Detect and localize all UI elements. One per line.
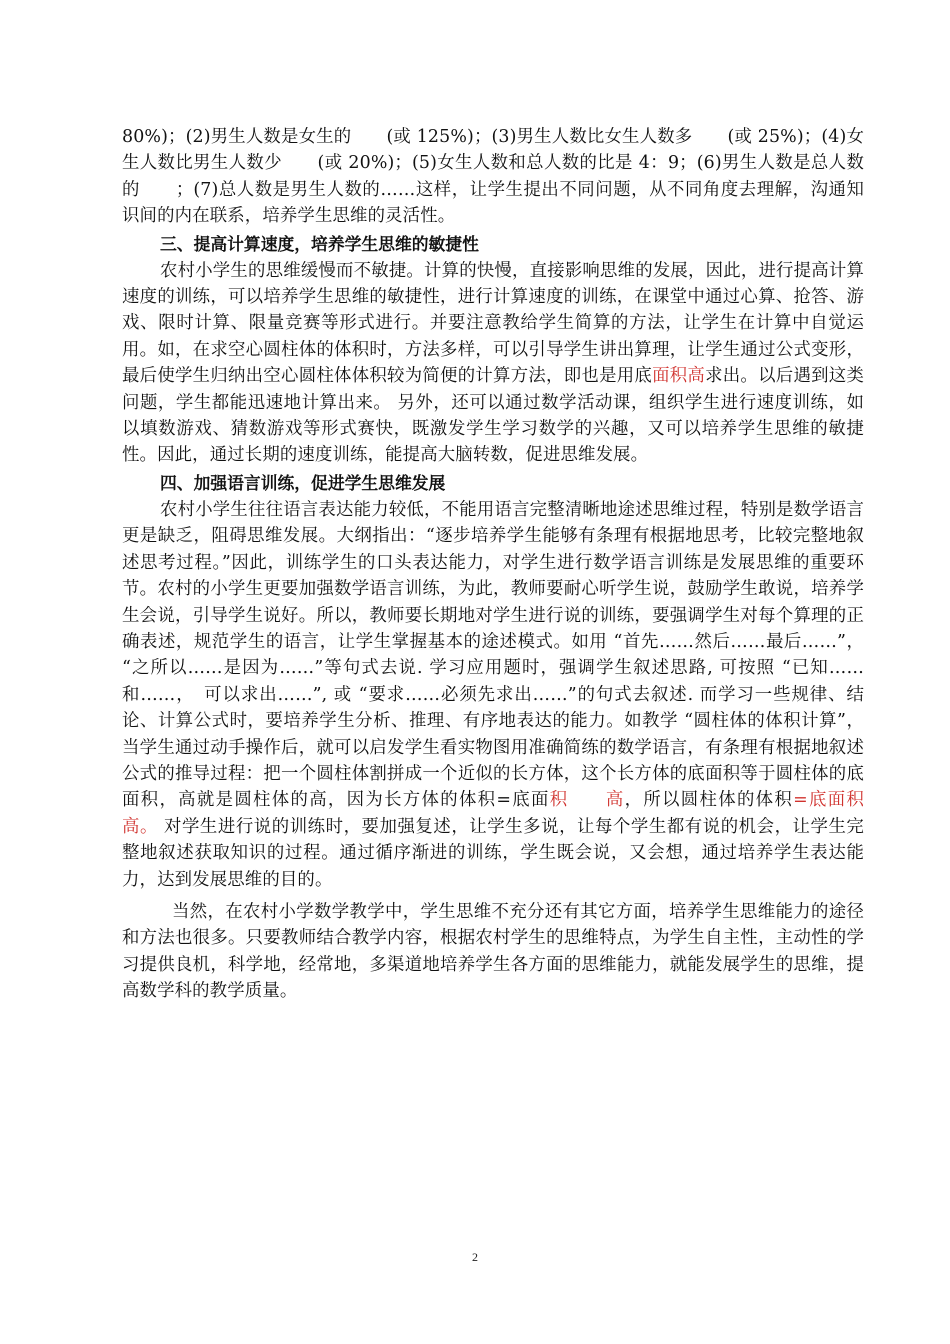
paragraph-text: ，所以圆柱体的体积 bbox=[624, 790, 794, 811]
paragraph-language-training bbox=[122, 497, 900, 893]
section-heading-3: 三、提高计算速度，培养学生思维的敏捷性 bbox=[160, 233, 479, 254]
paragraph-text: 农村小学生的思维缓慢而不敏捷。计算的快慢，直接影响思维的发展，因此，进行提高计算速度的训练，可以培养学生思维的敏捷性，进行计算速度的训练，在课堂中通过心算、抢答、游戏、限时计算、限量竞赛等形式进行。并要注意教给学生简算的方法，让学生在计算中自觉运用。如，在求空心圆柱体的体积时，方法多样，可以引导学生讲出算理，让学生通过公式变形，最后使学生归纳出空心圆柱体体积较为简便的计算方法，即也是用底 bbox=[122, 260, 864, 387]
paragraph-text: 求出。以后遇到这类问题，学生都能迅速地计算出来。 另外，还可以通过数学活动课，组织学生进行速度训练，如以填数游戏、猜数游戏等形式赛快，既激发学生学习数学的兴趣，又可以培养学生思维的敏捷性。因此，通过长期的速度训练，能提高大脑转数，促进思维发展。 bbox=[122, 366, 864, 466]
highlighted-formula: =底面积 高。 bbox=[122, 790, 900, 837]
paragraph-conclusion: 当然，在农村小学数学教学中，学生思维不充分还有其它方面，培养学生思维能力的途径和方法也很多。只要教师结合教学内容，根据农村学生的思维特点，为学生自主性，主动性的学习提供良机，科学地，经常地，多渠道地培养学生各方面的思维能力，就能发展学生的思维，提高数学科的教学质量。 bbox=[122, 901, 864, 1002]
paragraph-text: 对学生进行说的训练时，要加强复述，让学生多说，让每个学生都有说的机会，让学生完整地叙述获取知识的过程。通过循序渐进的训练，学生既会说，又会想，通过培养学生表达能力，达到发展思维的目的。 bbox=[122, 816, 864, 890]
paragraph-ratio-questions: 80%)；(2)男生人数是女生的 (或 125%)；(3)男生人数比女生人数多 (或 25%)；(4)女生人数比男生人数少 (或 20%)；(5)女生人数和总人数的比是 4：9；(6)男生人数是总人数的 ；(7)总人数是男生人数的……这样，让学生提出不同问题，从不同角度去理解，沟通知识间的内在联系，培养学生思维的灵活性。 bbox=[122, 127, 864, 227]
paragraph-text: 农村小学生往往语言表达能力较低，不能用语言完整清晰地途述思维过程，特别是数学语言更是缺乏，阻碍思维发展。大纲指出：“逐步培养学生能够有条理有根据地思考，比较完整地叙述思考过程。”因此，训练学生的口头表达能力，对学生进行数学语言训练是发展思维的重要环节。农村的小学生更要加强数学语言训练，为此，教师要耐心听学生说，鼓励学生敢说，培养学生会说，引导学生说好。所以，教师要长期地对学生进行说的训练，要强调学生对每个算理的正确表述，规范学生的语言，让学生掌握基本的途述模式。如用 “首先……然后……最后……”， “之所以……是因为……”等句式去说. 学习应用题时，强调学生叙述思路, 可按照 “已知……和……， 可以求出……”, 或 “要求……必须先求出……”的句式去叙述. 而学习一些规律、结论、计算公式时，要培养学生分析、推理、有序地表达的能力。如教学 “圆柱体的体积计算”，当学生通过动手操作后，就可以启发学生看实物图用准确简练的数学语言，有条理有根据地叙述公式的推导过程：把一个圆柱体割拼成一个近似的长方体，这个长方体的底面积等于圆柱体的底面积，高就是圆柱体的高，因为长方体的体积=底面 bbox=[122, 499, 864, 811]
page-number: 2 bbox=[472, 1250, 478, 1264]
paragraph-calculation-speed bbox=[122, 258, 864, 469]
document-body bbox=[122, 124, 900, 1005]
highlighted-formula: 积 高 bbox=[549, 790, 625, 811]
highlighted-formula: 面积高 bbox=[652, 366, 706, 387]
section-heading-4: 四、加强语言训练，促进学生思维发展 bbox=[160, 472, 446, 493]
